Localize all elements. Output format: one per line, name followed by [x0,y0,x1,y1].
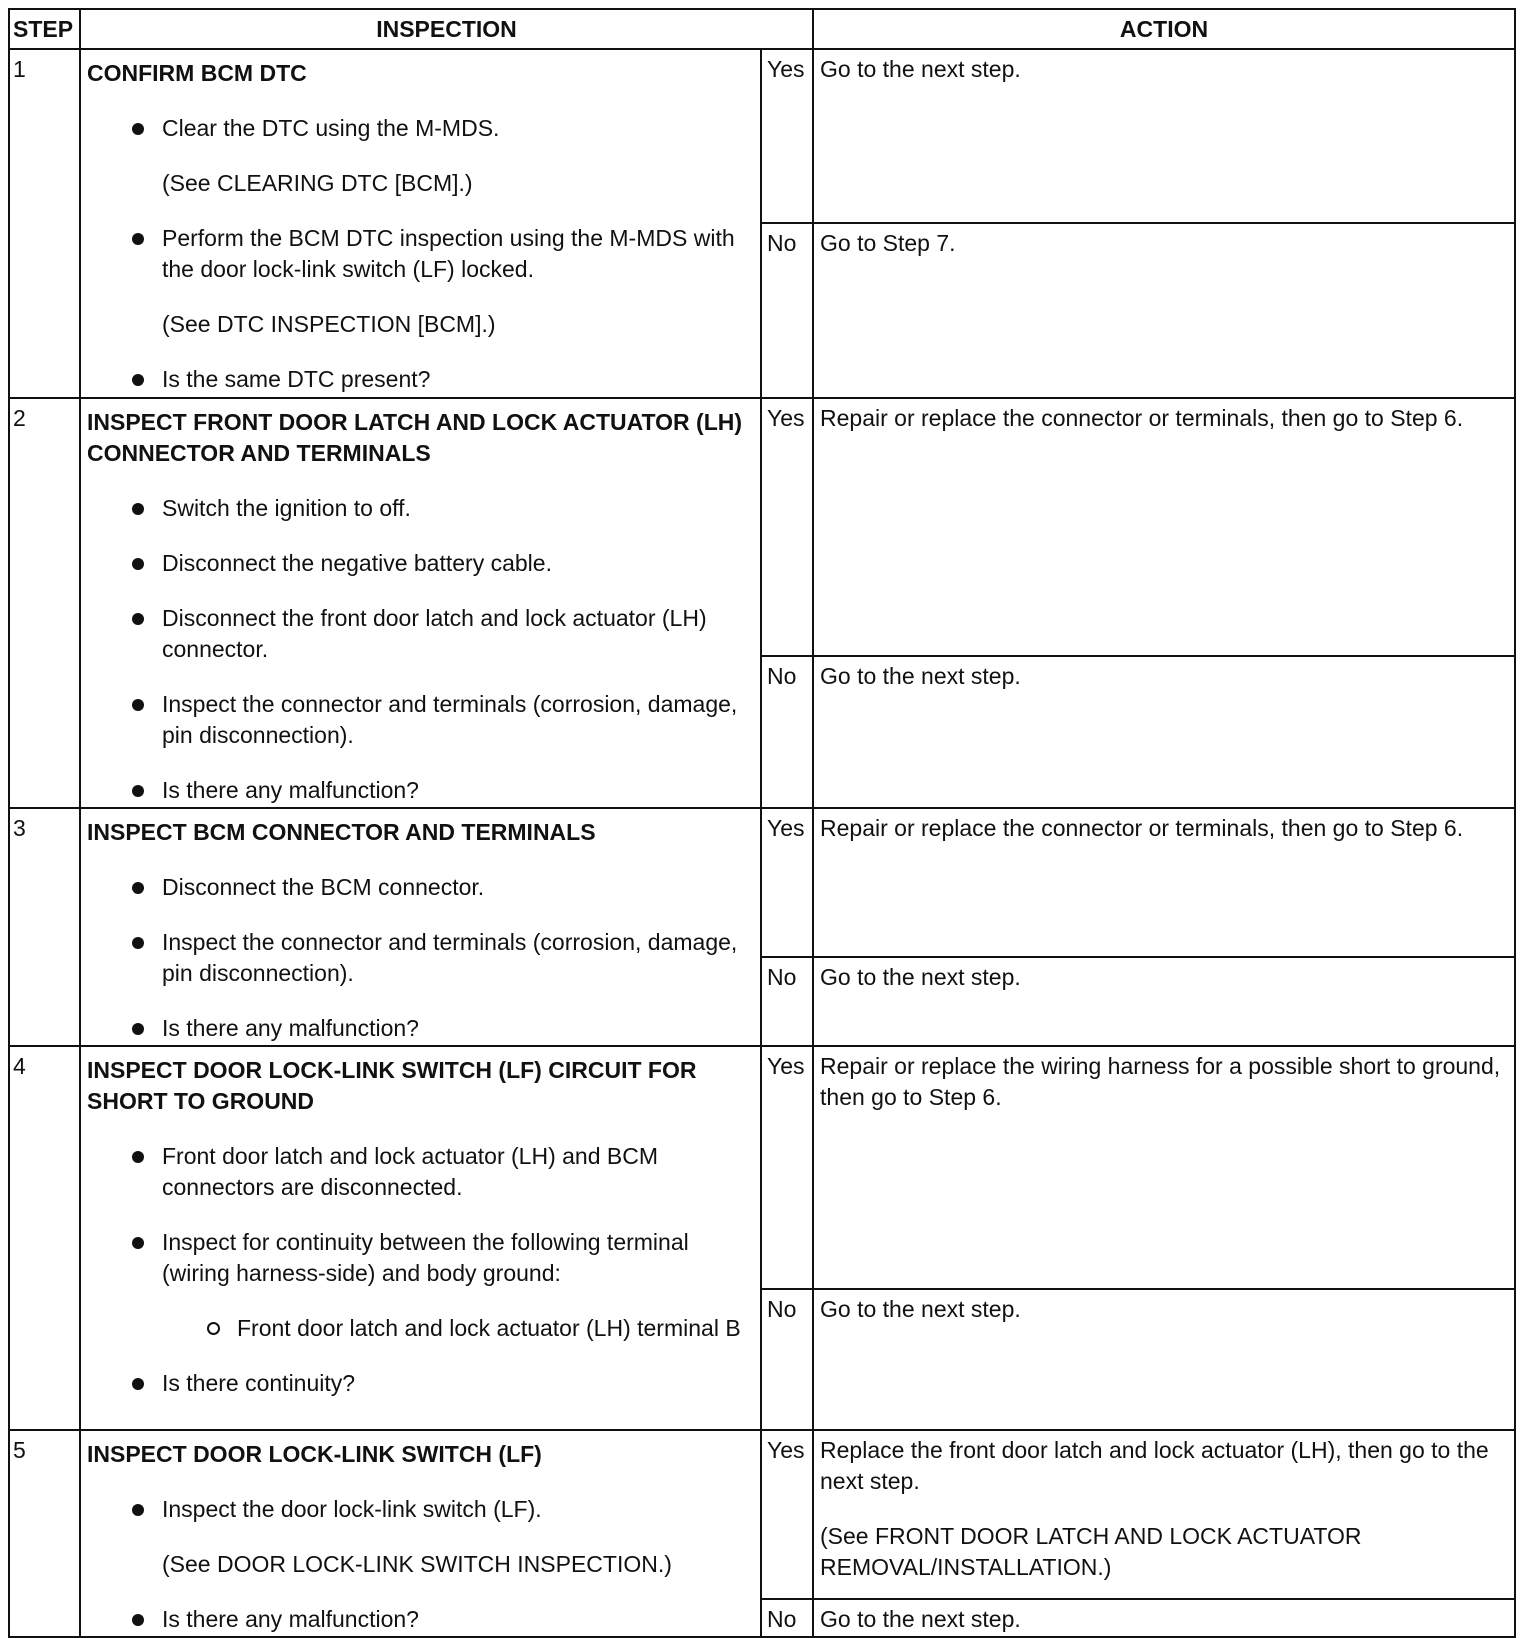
inspection-question: Is there any malfunction? [87,1013,754,1044]
table-row [9,1430,1515,1599]
no-label: No [761,656,813,809]
yes-label: Yes [761,808,813,956]
no-label: No [761,957,813,1047]
no-label: No [761,1599,813,1637]
table-header-row [9,9,1515,49]
inspection-question: Is there continuity? [87,1368,754,1399]
inspection-bullet: Disconnect the front door latch and lock actuator (LH) connector. [87,603,754,665]
action-column-header: ACTION [813,9,1515,49]
yes-action-reference: (See FRONT DOOR LATCH AND LOCK ACTUATOR REMOVAL/INSTALLATION.) [820,1523,1362,1581]
inspection-cell [80,398,761,809]
no-label: No [761,1289,813,1430]
yes-label: Yes [761,1046,813,1289]
troubleshooting-table [8,8,1516,1638]
step-number: 2 [9,398,80,809]
step-number: 5 [9,1430,80,1637]
inspection-question: Is there any malfunction? [87,1604,754,1635]
inspection-bullet: Switch the ignition to off. [87,493,754,524]
inspection-bullet: Inspect for continuity between the following terminal (wiring harness-side) and body ground: [87,1227,754,1289]
inspection-bullet: Front door latch and lock actuator (LH) and BCM connectors are disconnected. [87,1141,754,1203]
step-column-header: STEP [9,9,80,49]
step-number: 4 [9,1046,80,1430]
yes-label: Yes [761,49,813,223]
no-action: Go to the next step. [813,1289,1515,1430]
inspection-bullet: Inspect the connector and terminals (corrosion, damage, pin disconnection). [87,689,754,751]
no-action: Go to the next step. [813,1599,1515,1637]
table-row [9,1046,1515,1289]
no-action: Go to Step 7. [813,223,1515,397]
inspection-cell [80,1046,761,1430]
step-number: 3 [9,808,80,1046]
inspection-bullet: Disconnect the negative battery cable. [87,548,754,579]
no-label: No [761,223,813,397]
inspection-cell [80,1430,761,1637]
inspection-bullet: Inspect the connector and terminals (corrosion, damage, pin disconnection). [87,927,754,989]
inspection-title: INSPECT FRONT DOOR LATCH AND LOCK ACTUATOR (LH) CONNECTOR AND TERMINALS [87,408,743,466]
no-action: Go to the next step. [813,656,1515,809]
yes-action-cell [813,1430,1515,1599]
inspection-bullet: Disconnect the BCM connector. [87,872,754,903]
inspection-title: INSPECT DOOR LOCK-LINK SWITCH (LF) CIRCUIT FOR SHORT TO GROUND [87,1057,697,1115]
inspection-title: CONFIRM BCM DTC [87,60,307,87]
yes-label: Yes [761,398,813,656]
yes-action: Repair or replace the wiring harness for a possible short to ground, then go to Step 6. [813,1046,1515,1289]
yes-action: Repair or replace the connector or terminals, then go to Step 6. [813,808,1515,956]
yes-action: Go to the next step. [813,49,1515,223]
table-row [9,49,1515,223]
terminal-sub-bullet: Front door latch and lock actuator (LH) terminal B [87,1313,754,1344]
yes-action: Replace the front door latch and lock actuator (LH), then go to the next step. [820,1437,1489,1495]
inspection-bullet: Perform the BCM DTC inspection using the M-MDS with the door lock-link switch (LF) locked. [87,223,754,285]
inspection-question: Is the same DTC present? [87,364,754,395]
reference-note: (See DTC INSPECTION [BCM].) [162,311,496,338]
step-number: 1 [9,49,80,397]
inspection-cell [80,49,761,397]
table-row [9,808,1515,956]
inspection-question: Is there any malfunction? [87,775,754,806]
inspection-column-header: INSPECTION [80,9,813,49]
inspection-cell [80,808,761,1046]
inspection-title: INSPECT DOOR LOCK-LINK SWITCH (LF) [87,1441,542,1468]
yes-label: Yes [761,1430,813,1599]
no-action: Go to the next step. [813,957,1515,1047]
inspection-title: INSPECT BCM CONNECTOR AND TERMINALS [87,819,596,846]
inspection-bullet: Clear the DTC using the M-MDS. [87,113,754,144]
inspection-bullet: Inspect the door lock-link switch (LF). [87,1494,754,1525]
reference-note: (See CLEARING DTC [BCM].) [162,170,473,197]
reference-note: (See DOOR LOCK-LINK SWITCH INSPECTION.) [162,1551,672,1578]
table-row [9,398,1515,656]
yes-action: Repair or replace the connector or terminals, then go to Step 6. [813,398,1515,656]
